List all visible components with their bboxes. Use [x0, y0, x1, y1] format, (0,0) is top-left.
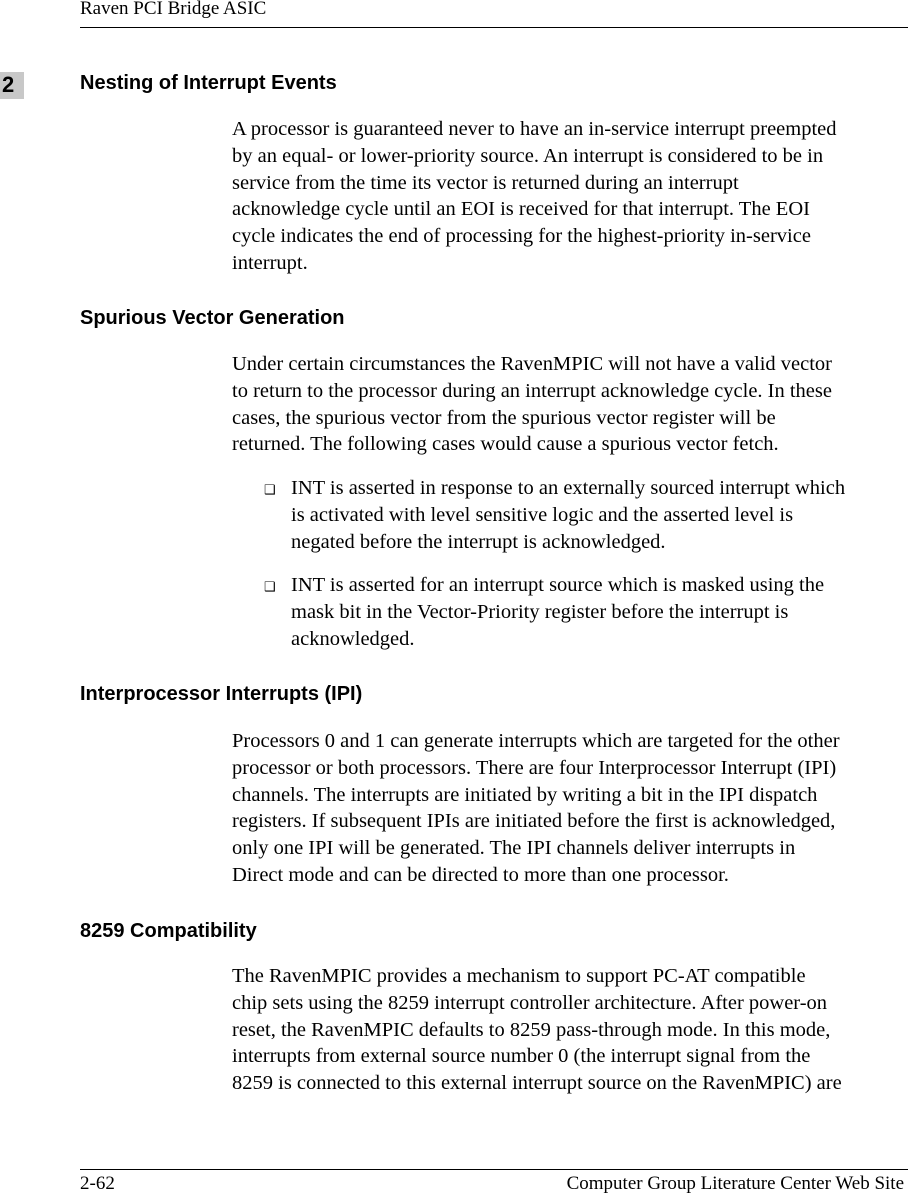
text-line: acknowledged.	[291, 627, 415, 650]
text-line: A processor is guaranteed never to have an in-service interrupt preempted	[232, 118, 837, 140]
footer-site-name: Computer Group Literature Center Web Site	[566, 1173, 904, 1194]
text-line: to return to the processor during an interrupt acknowledge cycle. In these	[232, 379, 832, 402]
checkbox-bullet-icon: ❑	[264, 482, 276, 497]
text-line: The RavenMPIC provides a mechanism to support PC-AT compatible	[232, 965, 806, 987]
text-line: by an equal- or lower-priority source. An interrupt is considered to be in	[232, 144, 824, 167]
footer-rule	[80, 1169, 908, 1170]
text-line: mask bit in the Vector-Priority register before the interrupt is	[291, 600, 789, 623]
section-heading-ipi: Interprocessor Interrupts (IPI)	[80, 683, 363, 705]
text-line: service from the time its vector is returned during an interrupt	[232, 171, 739, 194]
text-line: interrupts from external source number 0 (the interrupt signal from the	[232, 1045, 811, 1068]
section-heading-8259: 8259 Compatibility	[80, 920, 257, 942]
text-line: Under certain circumstances the RavenMPIC will not have a valid vector	[232, 353, 832, 375]
section-heading-nesting: Nesting of Interrupt Events	[80, 72, 337, 94]
section-heading-spurious: Spurious Vector Generation	[80, 307, 345, 329]
text-line: registers. If subsequent IPIs are initiated before the first is acknowledged,	[232, 810, 836, 833]
text-line: Processors 0 and 1 can generate interrupts which are targeted for the other	[232, 730, 840, 752]
text-line: is activated with level sensitive logic and the asserted level is	[291, 503, 794, 526]
text-line: interrupt.	[232, 251, 308, 274]
text-line: 8259 is connected to this external interrupt source on the RavenMPIC) are	[232, 1072, 842, 1095]
page-number: 2-62	[80, 1173, 115, 1194]
text-line: cases, the spurious vector from the spurious vector register will be	[232, 406, 776, 429]
text-line: acknowledge cycle until an EOI is received for that interrupt. The EOI	[232, 198, 810, 221]
paragraph-nesting	[232, 116, 908, 277]
text-line: chip sets using the 8259 interrupt controller architecture. After power-on	[232, 991, 828, 1014]
text-line: only one IPI will be generated. The IPI channels deliver interrupts in	[232, 837, 796, 860]
running-header: Raven PCI Bridge ASIC	[80, 0, 267, 19]
paragraph-spurious	[232, 351, 908, 458]
text-line: processor or both processors. There are four Interprocessor Interrupt (IPI)	[232, 756, 837, 779]
header-rule	[80, 27, 908, 28]
text-line: INT is asserted in response to an externally sourced interrupt which	[291, 477, 846, 499]
text-line: channels. The interrupts are initiated by writing a bit in the IPI dispatch	[232, 783, 818, 806]
text-line: cycle indicates the end of processing for the highest-priority in-service	[232, 225, 811, 248]
text-line: negated before the interrupt is acknowledged.	[291, 530, 666, 553]
text-line: Direct mode and can be directed to more than one processor.	[232, 863, 729, 886]
bullet-item	[291, 572, 824, 652]
paragraph-ipi	[232, 728, 908, 889]
text-line: INT is asserted for an interrupt source which is masked using the	[291, 574, 825, 596]
paragraph-8259	[232, 963, 908, 1097]
text-line: reset, the RavenMPIC defaults to 8259 pass-through mode. In this mode,	[232, 1018, 831, 1041]
chapter-tab	[0, 72, 24, 99]
text-line: returned. The following cases would cause a spurious vector fetch.	[232, 433, 779, 456]
chapter-number: 2	[2, 72, 15, 97]
checkbox-bullet-icon: ❑	[264, 579, 276, 594]
bullet-item	[291, 475, 845, 555]
